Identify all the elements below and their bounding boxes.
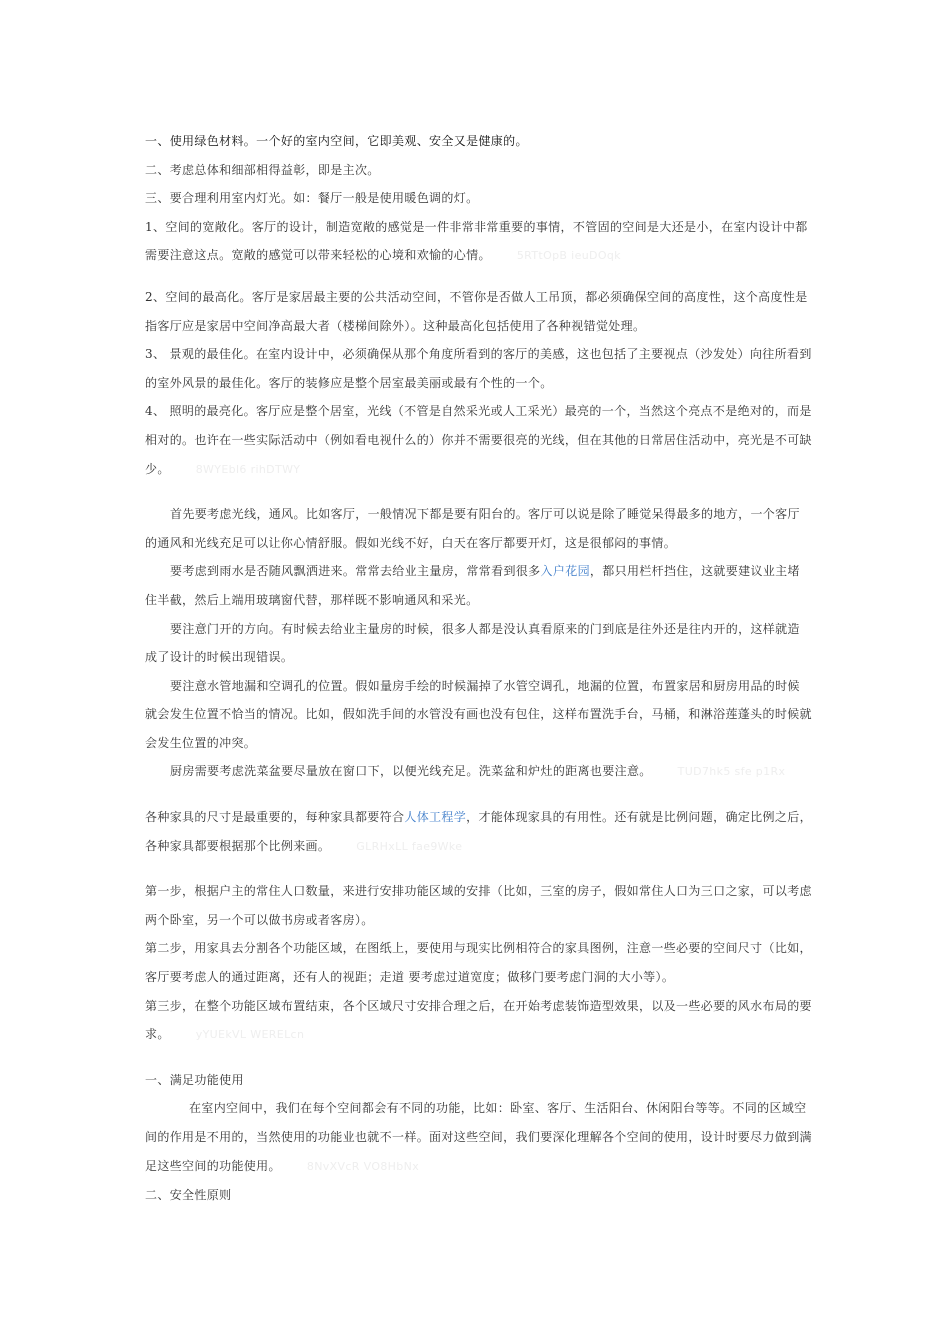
- paragraph-step-three-text: 第三步，在整个功能区域布置结束，各个区域尺寸安排合理之后，在开始考虑装饰造型效果，以及一些必要的风水布局的要求。: [145, 998, 812, 1042]
- paragraph-brightness: [145, 397, 812, 484]
- watermark-text: 5RTtOpB ieuDOqk: [516, 249, 621, 263]
- paragraph-step-three: [145, 992, 812, 1050]
- paragraph-furniture-text-end: ，才能体现家具的有用性。还有就是比例问题，确定比例之后，各种家具都要根据那个比例来画。: [145, 810, 812, 853]
- paragraph-spaciousness: [145, 213, 812, 271]
- watermark-text: 8NvXVcR VO8HbNx: [306, 1159, 420, 1173]
- paragraph-function-use: [145, 1094, 812, 1181]
- paragraph-function-use-text: 在室内空间中，我们在每个空间都会有不同的功能，比如：卧室、客厅、生活阳台、休闲阳台等等。不同的区域空间的作用是不用的，当然使用的功能业也就不一样。面对这些空间，我们要深化理解各个空间的使用，设计时要尽力做到满足这些空间的功能使用。: [145, 1101, 812, 1173]
- paragraph-furniture-text: 各种家具的尺寸是最重要的，每种家具都要符合: [145, 810, 405, 825]
- watermark-text: yYUEkVL WERELcn: [195, 1028, 305, 1042]
- paragraph-balance: 二、考虑总体和细部相得益彰，即是主次。: [145, 162, 380, 177]
- paragraph-door: 要注意门开的方向。有时候去给业主量房的时候，很多人都是没认真看原来的门到底是往外还是往内开的，这样就造成了设计的时候出现错误。: [145, 621, 800, 665]
- paragraph-brightness-text: 4、 照明的最亮化。客厅应是整个居室，光线（不管是自然采光或人工采光）最亮的一个，当然这个亮点不是绝对的，而是相对的。也许在一些实际活动中（例如看电视什么的）你并不需要很亮的光线，但在其他的日常居住活动中，亮光是不可缺少。: [145, 404, 812, 476]
- paragraph-rain: [145, 557, 812, 614]
- paragraph-lighting: 三、要合理利用室内灯光。如：餐厅一般是使用暖色调的灯。: [145, 191, 479, 206]
- paragraph-height: 2、空间的最高化。客厅是家居最主要的公共活动空间，不管你是否做人工吊顶，都必须确保空间的高度性，这个高度性是指客厅应是家居中空间净高最大者（楼梯间除外）。这种最高化包括使用了各种视错觉处理。: [145, 289, 808, 333]
- watermark-text: TUD7hk5 sfe p1Rx: [677, 765, 786, 779]
- paragraph-furniture: [145, 803, 812, 861]
- paragraph-step-one: 第一步，根据户主的常住人口数量，来进行安排功能区域的安排（比如，三室的房子，假如常住人口为三口之家，可以考虑两个卧室，另一个可以做书房或者客房）。: [145, 884, 812, 927]
- watermark-text: 8WYEbl6 rihDTWY: [195, 462, 301, 476]
- paragraph-ventilation: 首先要考虑光线，通风。比如客厅，一般情况下都是要有阳台的。客厅可以说是除了睡觉呆得最多的地方，一个客厅的通风和光线充足可以让你心情舒服。假如光线不好，白天在客厅都要开灯，这是很郁闷的事情。: [145, 507, 800, 550]
- link-entry-garden[interactable]: 入户花园: [540, 564, 590, 579]
- section-heading-safety: 二、安全性原则: [145, 1188, 232, 1203]
- paragraph-kitchen: [145, 757, 812, 787]
- paragraph-pipes: 要注意水管地漏和空调孔的位置。假如量房手绘的时候漏掉了水管空调孔，地漏的位置，布置家居和厨房用品的时候就会发生位置不恰当的情况。比如，假如洗手间的水管没有画也没有包住，这样布置洗手台，马桶，和淋浴莲蓬头的时候就会发生位置的冲突。: [145, 678, 812, 750]
- link-ergonomics[interactable]: 人体工程学: [404, 810, 467, 825]
- document-body: [145, 127, 812, 1210]
- section-heading-function: 一、满足功能使用: [145, 1072, 244, 1087]
- paragraph-view: 3、 景观的最佳化。在室内设计中，必须确保从那个角度所看到的客厅的美感，这也包括了主要视点（沙发处）向往所看到的室外风景的最佳化。客厅的装修应是整个居室最美丽或最有个性的一个。: [145, 347, 812, 390]
- paragraph-kitchen-text: 厨房需要考虑洗菜盆要尽量放在窗口下，以便光线充足。洗菜盆和炉灶的距离也要注意。: [170, 764, 652, 779]
- paragraph-green-materials: 一、使用绿色材料。一个好的室内空间，它即美观、安全又是健康的。: [145, 134, 528, 148]
- paragraph-spaciousness-text: 1、空间的宽敞化。客厅的设计，制造宽敞的感觉是一件非常非常重要的事情，不管固的空间是大还是小，在室内设计中都需要注意这点。宽敞的感觉可以带来轻松的心境和欢愉的心情。: [145, 219, 808, 263]
- paragraph-rain-text: 要考虑到雨水是否随风飘洒进来。常常去给业主量房，常常看到很多: [170, 564, 541, 579]
- paragraph-step-two: 第二步，用家具去分割各个功能区域，在图纸上，要使用与现实比例相符合的家具图例，注意一些必要的空间尺寸（比如，客厅要考虑人的通过距离，还有人的视距；走道 要考虑过道宽度；做移门要考虑门洞的大小等）。: [145, 941, 812, 985]
- watermark-text: GLRHxLL fae9Wke: [356, 839, 463, 853]
- paragraph-rain-text-end: ，都只用栏杆挡住，这就要建议业主堵住半截，然后上端用玻璃窗代替，那样既不影响通风和采光。: [145, 564, 800, 607]
